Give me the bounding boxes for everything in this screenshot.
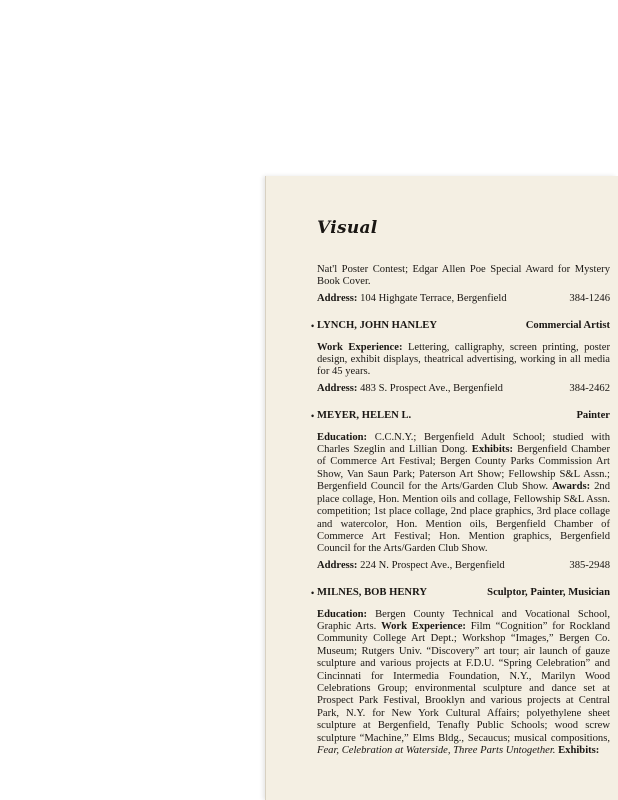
intro-text: Nat'l Poster Contest; Edgar Allen Poe Special Award for Mystery Book Cover. — [317, 264, 610, 288]
field-text: Bergen County Technical and Vocational School, Graphic Arts. — [317, 608, 610, 632]
phone-number: 384-1246 — [569, 292, 610, 304]
artist-name: MILNES, BOB HENRY — [317, 587, 427, 599]
intro-address — [317, 293, 507, 305]
document-page — [266, 176, 618, 800]
address-label: Address: — [317, 559, 358, 571]
address-line-meyer — [317, 560, 610, 572]
entry-header-meyer — [311, 410, 610, 422]
phone-number: 385-2948 — [569, 559, 610, 571]
address-value: 224 N. Prospect Ave., Bergenfield — [360, 559, 505, 571]
artist-title: Commercial Artist — [525, 320, 610, 332]
section-title: Visual — [317, 218, 378, 238]
address-value: 104 Highgate Terrace, Bergenfield — [360, 292, 507, 304]
artist-title: Painter — [576, 410, 610, 422]
bullet-icon: • — [311, 321, 315, 332]
field-text: Bergenfield Chamber of Commerce Art Festival; Bergen County Parks Commission Art Show, Van Saun Park; Paterson Art Show; Fellowship S&L Assn.; Bergenfield Council for the Arts/Garden Club Show. — [317, 444, 610, 493]
entry-address — [317, 560, 505, 572]
bullet-icon: • — [311, 411, 315, 422]
field-label: Work Experience: — [317, 341, 403, 353]
field-label: Education: — [317, 608, 368, 620]
field-label: Awards: — [552, 481, 591, 493]
artist-name: MEYER, HELEN L. — [317, 410, 412, 422]
address-value: 483 S. Prospect Ave., Bergenfield — [360, 382, 503, 394]
intro-address-line — [317, 293, 610, 305]
bullet-icon: • — [311, 588, 315, 599]
entry-body-lynch — [317, 342, 610, 379]
field-label: Exhibits: — [471, 444, 513, 456]
phone-number: 384-2462 — [569, 382, 610, 394]
artist-title: Sculptor, Painter, Musician — [487, 587, 610, 599]
entry-header-lynch — [311, 320, 610, 332]
field-label: Exhibits: — [558, 745, 600, 756]
artist-name: LYNCH, JOHN HANLEY — [317, 320, 437, 332]
field-text-italic: Fear, Celebration at Waterside, Three Parts Untogether. — [317, 745, 556, 756]
entry-header-milnes — [311, 587, 610, 599]
address-line-lynch — [317, 383, 610, 395]
field-text: Lettering, calligraphy, screen printing, poster design, exhibit displays, theatrical advertising, working in all media for 45 years. — [317, 341, 610, 378]
page-content — [311, 218, 611, 757]
field-text: Film “Cognition” for Rockland Community College Art Dept.; Workshop “Images,” Bergen Co. Museum; Rutgers Univ. “Discovery” art tour; air launch of gauze sculpture and various projects at F.D.U. “Spring Celebration” and Cincinnati for Intermedia Foundation, N.Y., Marilyn Wood Celebrations Group; environmental sculpture and dance set at Prospect Park Festival, Brooklyn and various projects at Central Park, N.Y. for New York Cultural Affairs; polyethylene sheet sculpture at Bergenfield, Tenafly Public Schools; wood screw sculpture “Machine,” Elms Bldg., Secaucus; musical compositions, — [317, 620, 610, 744]
address-label: Address: — [317, 292, 358, 304]
field-label: Work Experience: — [381, 620, 466, 632]
field-text: C.C.N.Y.; Bergenfield Adult School; studied with Charles Szeglin and Lillian Dong. — [317, 431, 610, 456]
field-text: 2nd place collage, Hon. Mention oils and collage, Fellowship S&L Assn. competition; 1st place collage, 2nd place graphics, 3rd place collage and watercolor, Hon. Mention oils, Bergenfield Chamber of Commerce Art Festival; Hon. Mention graphics, Bergenfield Council for the Arts/Garden Club Show. — [317, 481, 611, 555]
entry-body-milnes — [317, 609, 610, 758]
address-label: Address: — [317, 382, 358, 394]
entry-body-meyer — [317, 432, 610, 556]
field-label: Education: — [317, 431, 368, 443]
entry-address — [317, 383, 503, 395]
